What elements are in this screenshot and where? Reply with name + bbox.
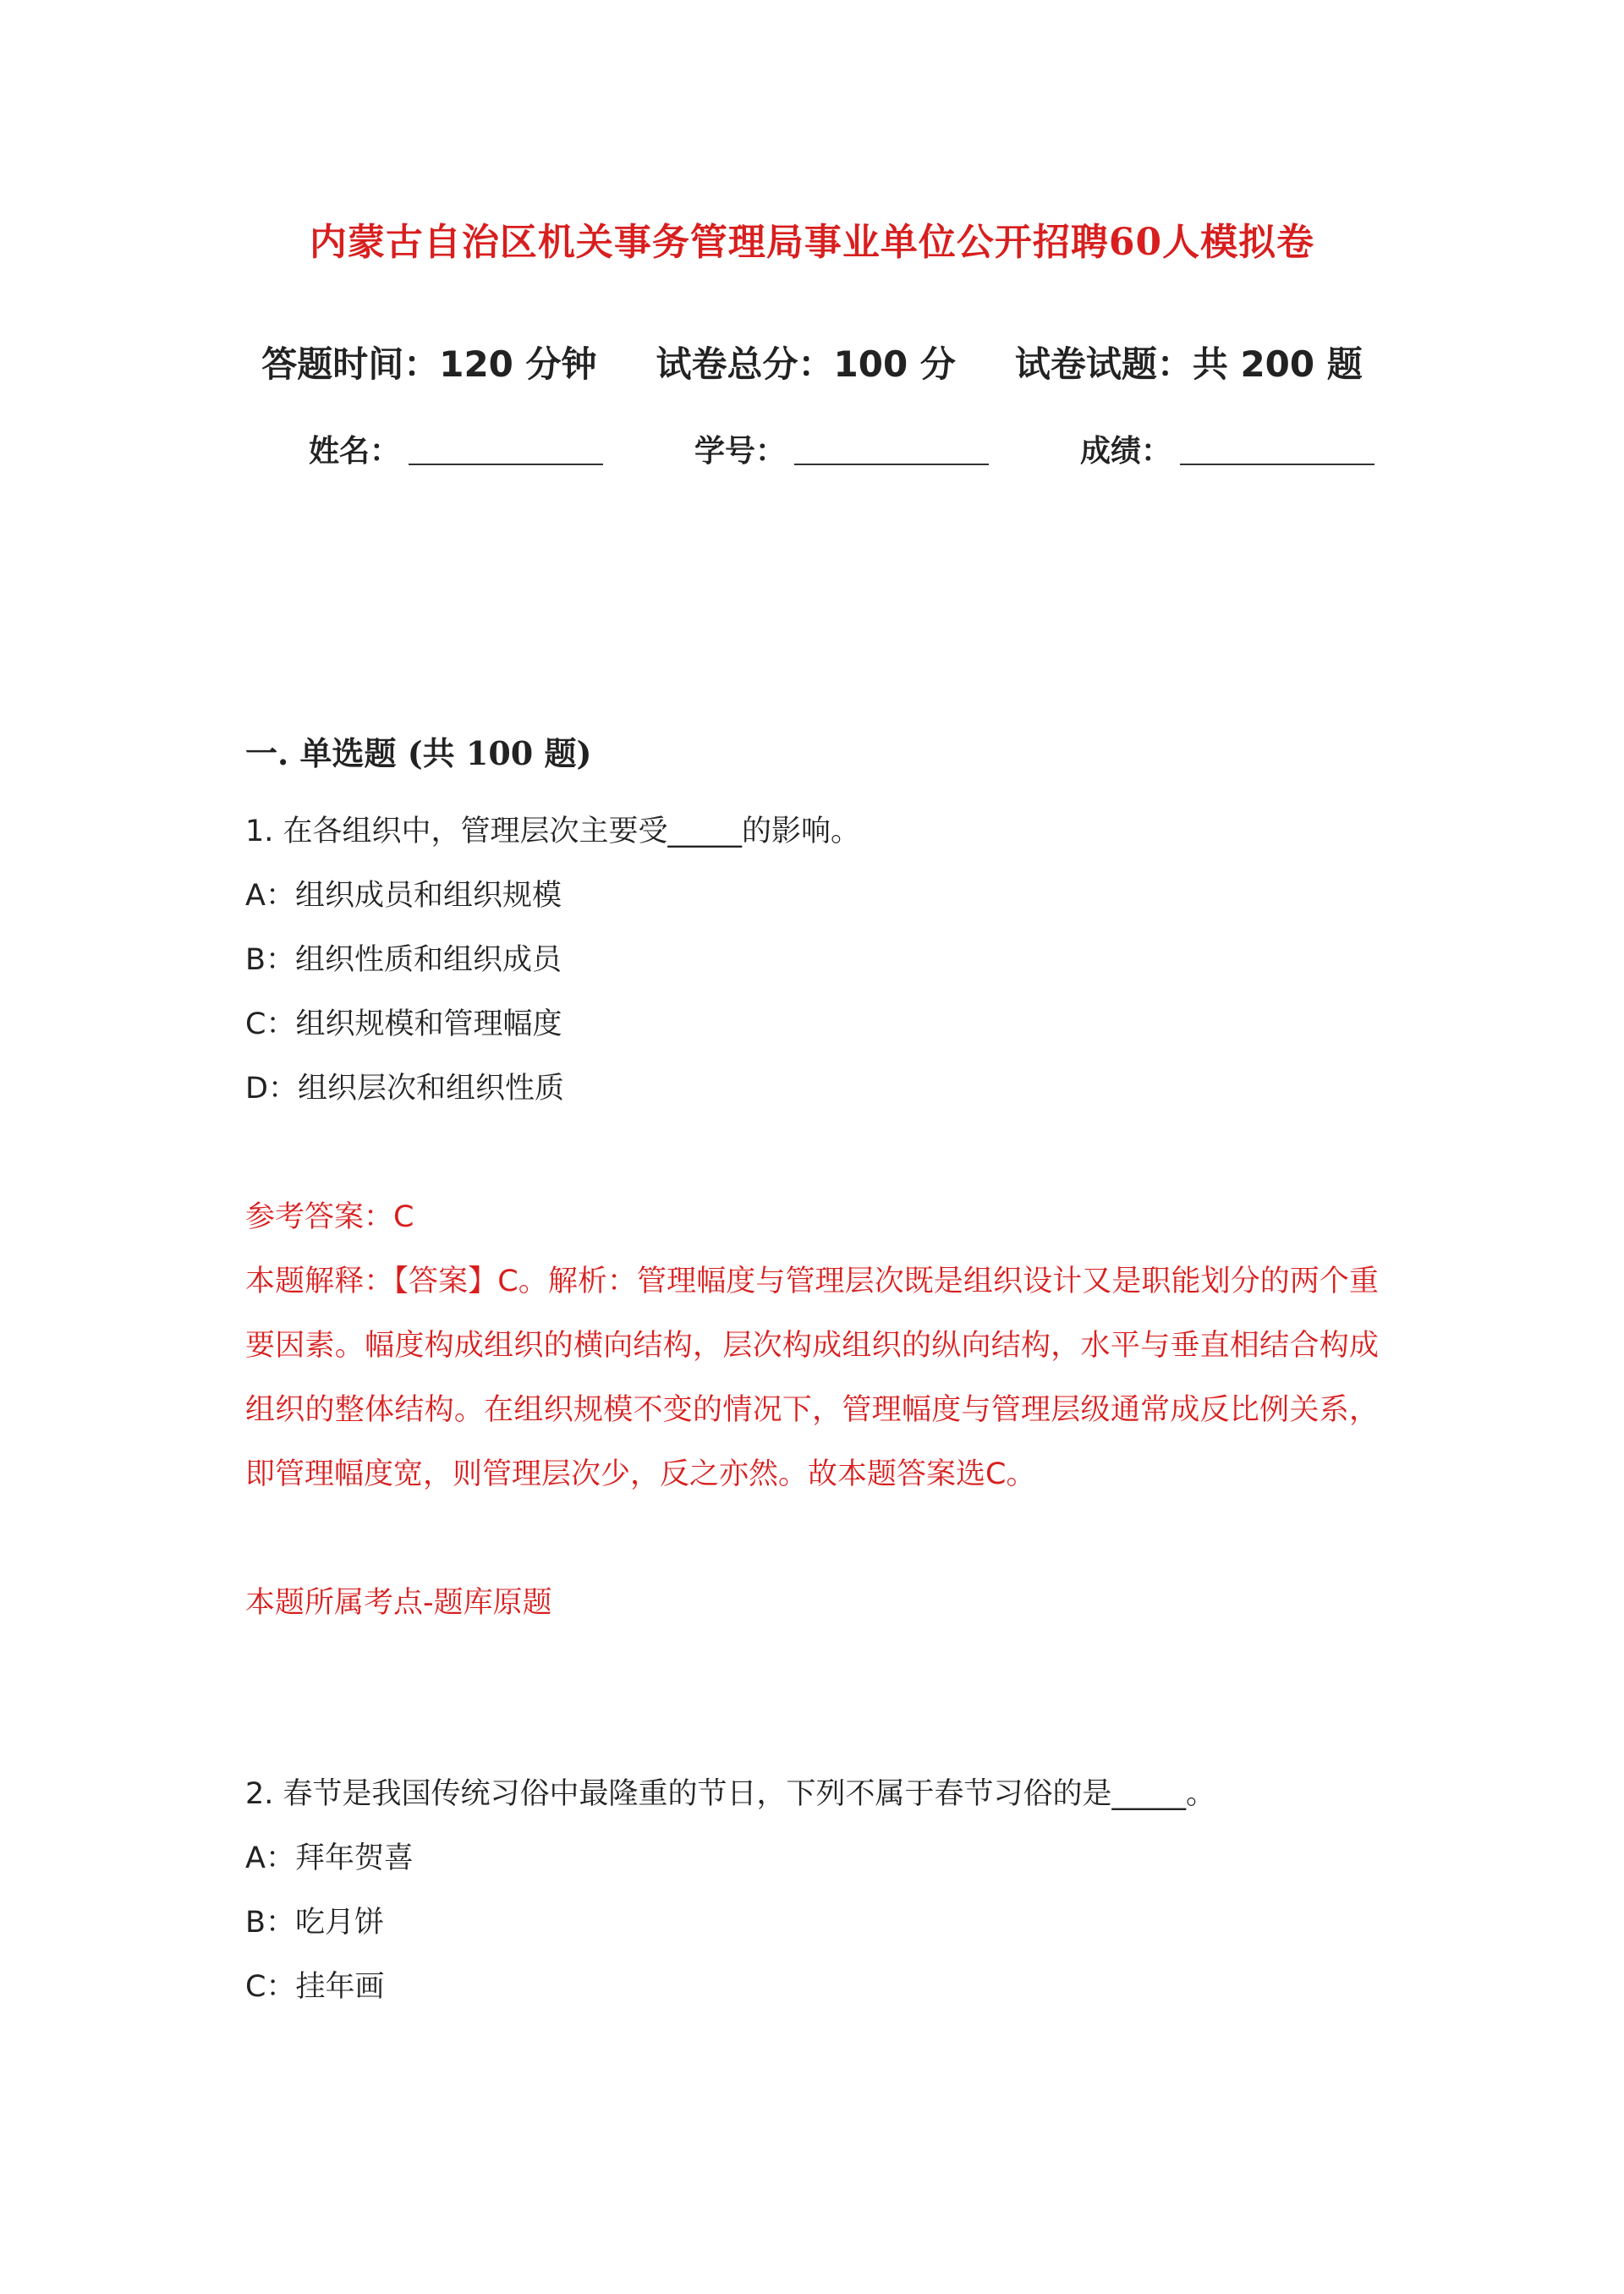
option-c: C：组织规模和管理幅度 — [245, 1007, 562, 1041]
exam-time: 答题时间：120 分钟 — [261, 343, 597, 385]
option-b: B：吃月饼 — [245, 1906, 385, 1940]
question-text: 2. 春节是我国传统习俗中最隆重的节日，下列不属于春节习俗的是_____。 — [245, 1777, 1216, 1811]
candidate-info-row — [309, 427, 1374, 470]
name-field[interactable] — [309, 427, 603, 470]
exam-question-count: 试卷试题：共 200 题 — [1014, 343, 1363, 385]
reference-answer: 参考答案：C — [245, 1200, 414, 1234]
name-label: 姓名： — [309, 434, 401, 469]
score-label: 成绩： — [1079, 434, 1171, 469]
question-2 — [245, 1762, 1379, 2019]
question-topic: 本题所属考点-题库原题 — [245, 1586, 552, 1620]
question-1 — [245, 799, 1379, 1635]
score-field[interactable] — [1080, 427, 1374, 470]
option-b: B：组织性质和组织成员 — [245, 943, 562, 977]
score-blank-line[interactable] — [1180, 464, 1374, 465]
option-a: A：拜年贺喜 — [245, 1841, 414, 1875]
question-text: 1. 在各组织中，管理层次主要受_____的影响。 — [245, 815, 861, 848]
answer-block — [245, 1185, 1379, 1506]
student-id-field[interactable] — [694, 427, 989, 470]
option-a: A：组织成员和组织规模 — [245, 879, 562, 913]
exam-content — [245, 727, 1379, 2019]
answer-explanation: 本题解释：【答案】C。解析：管理幅度与管理层次既是组织设计又是职能划分的两个重要因素。幅度构成组织的横向结构，层次构成组织的纵向结构，水平与垂直相结合构成组织的整体结构。在组织规模不变的情况下，管理幅度与管理层级通常成反比例关系，即管理幅度宽，则管理层次少，反之亦然。故本题答案选C。 — [245, 1265, 1379, 1491]
name-blank-line[interactable] — [409, 464, 603, 465]
exam-total-score: 试卷总分：100 分 — [656, 343, 956, 385]
option-d: D：组织层次和组织性质 — [245, 1072, 564, 1106]
section-title: 一. 单选题 (共 100 题) — [245, 734, 592, 772]
student-id-blank-line[interactable] — [794, 464, 989, 465]
exam-title: 内蒙古自治区机关事务管理局事业单位公开招聘60人模拟卷 — [309, 221, 1315, 264]
option-c: C：挂年画 — [245, 1970, 385, 2004]
student-id-label: 学号： — [694, 434, 786, 469]
exam-meta-row — [0, 337, 1624, 387]
